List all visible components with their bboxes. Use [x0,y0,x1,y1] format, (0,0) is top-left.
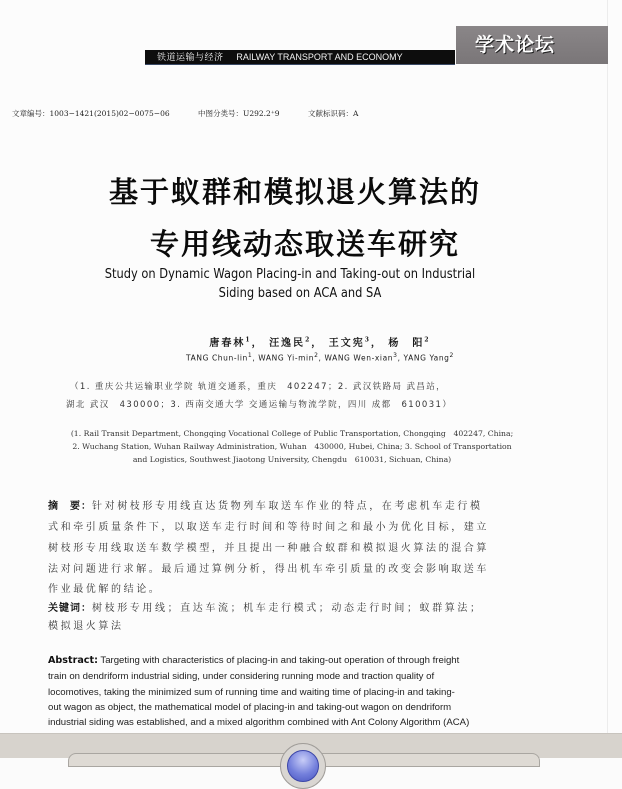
viewer-center-button-icon[interactable] [280,743,326,789]
author-name: YANG Yang [403,353,450,363]
journal-name-en: RAILWAY TRANSPORT AND ECONOMY [236,52,403,62]
abstract-en-line [48,654,523,668]
authors-cn [120,334,520,349]
author-affiliation-mark: 2 [449,352,454,359]
affiliation-en-line-1: (1. Rail Transit Department, Chongqing Vocational College of Public Transportation, Chongqing 402247, China; [70,429,514,438]
abstract-cn-line: 式和牵引质量条件下，以取送车走行时间和等待时间之和最小为优化目标，建立 [48,522,489,533]
separator: ， [251,338,264,349]
abstract-cn-line [48,500,558,514]
author-name: 汪逸民 [269,338,306,349]
title-cn-line-1: 基于蚁群和模拟退火算法的 [108,175,481,209]
affiliation-en-line-3: and Logistics, Southwest Jiaotong University, Chengdu 610031, Sichuan, China) [132,455,452,464]
abstract-en-line: train on dendriform industrial siding, under considering running mode and traction quality of [48,671,435,682]
page-edge [607,0,608,733]
abstract-cn-line: 法对问题进行求解。最后通过算例分析，得出机车牵引质量的改变会影响取送车 [48,564,489,575]
title-en-line-2: Siding based on ACA and SA [218,286,382,301]
author-affiliation-mark: 3 [393,352,398,359]
article-number: 文章编号：1003−1421(2015)02−0075−06 [12,109,170,118]
authors-en [120,352,520,363]
abstract-cn-label: 摘 要： [48,501,92,512]
abstract-cn-text: 针对树枝形专用线直达货物列车取送车作业的特点，在考虑机车走行模 [92,501,483,512]
keywords-cn-label: 关键词： [48,603,92,614]
author-affiliation-mark: 2 [305,336,312,344]
abstract-en-line: out wagon as object, the mathematical model of placing-in and taking-out wagon on dendriform [48,702,452,713]
abstract-en-label: Abstract: [48,655,98,666]
affiliation-cn-line-2: 湖北 武汉 430000；3. 西南交通大学 交通运输与物流学院，四川 成都 610031） [66,400,453,410]
keywords-cn-text: 树枝形专用线；直达车流；机车走行模式；动态走行时间；蚁群算法； [92,603,483,614]
author-name: 杨 阳 [388,338,425,349]
keywords-cn-line [48,602,558,616]
clc-number: 中图分类号：U292.2⁺9 [198,109,280,118]
separator: , [318,353,325,363]
author-name: TANG Chun-lin [186,353,248,363]
author-affiliation-mark: 1 [247,352,253,359]
separator: ， [370,338,383,349]
author-name: 唐春林 [209,338,246,349]
author-name: WANG Wen-xian [324,353,394,363]
author-affiliation-mark: 3 [364,336,371,344]
journal-name-cn: 铁道运输与经济 [157,53,224,63]
affiliation-cn-line-1: （1. 重庆公共运输职业学院 轨道交通系，重庆 402247；2. 武汉铁路局 武昌站， [70,382,447,392]
affiliation-en-line-2: 2. Wuchang Station, Wuhan Railway Administration, Wuhan 430000, Hubei, China; 3. School of Transportation [72,442,512,451]
abstract-cn-line: 树枝形专用线取送车数学模型，并且提出一种融合蚁群和模拟退火算法的混合算 [48,543,489,554]
journal-header-bar [145,50,455,65]
author-name: 王文宪 [328,338,365,349]
separator: ， [311,338,324,349]
separator: , [252,353,259,363]
article-meta [12,108,384,119]
viewer-toolbar [0,733,622,758]
author-name: WANG Yi-min [258,353,315,363]
author-affiliation-mark: 1 [245,336,252,344]
author-affiliation-mark: 2 [314,352,319,359]
title-cn-line-2: 专用线动态取送车研究 [149,227,460,261]
separator: , [397,353,404,363]
section-tag: 学术论坛 [456,26,608,64]
abstract-cn-line: 作业最优解的结论。 [48,584,162,595]
abstract-en-text: Targeting with characteristics of placing-in and taking-out operation of through freight [97,655,460,666]
keywords-cn-line: 模拟退火算法 [48,621,124,632]
author-affiliation-mark: 2 [424,336,431,344]
abstract-en-line: industrial siding was established, and a mixed algorithm combined with Ant Colony Algorithm (ACA) [48,717,470,728]
abstract-en-line: locomotives, taking the minimized sum of running time and waiting time of placing-in and taking- [48,687,455,698]
title-en-line-1: Study on Dynamic Wagon Placing-in and Taking-out on Industrial [104,267,476,282]
document-code: 文献标识码：A [307,109,359,118]
